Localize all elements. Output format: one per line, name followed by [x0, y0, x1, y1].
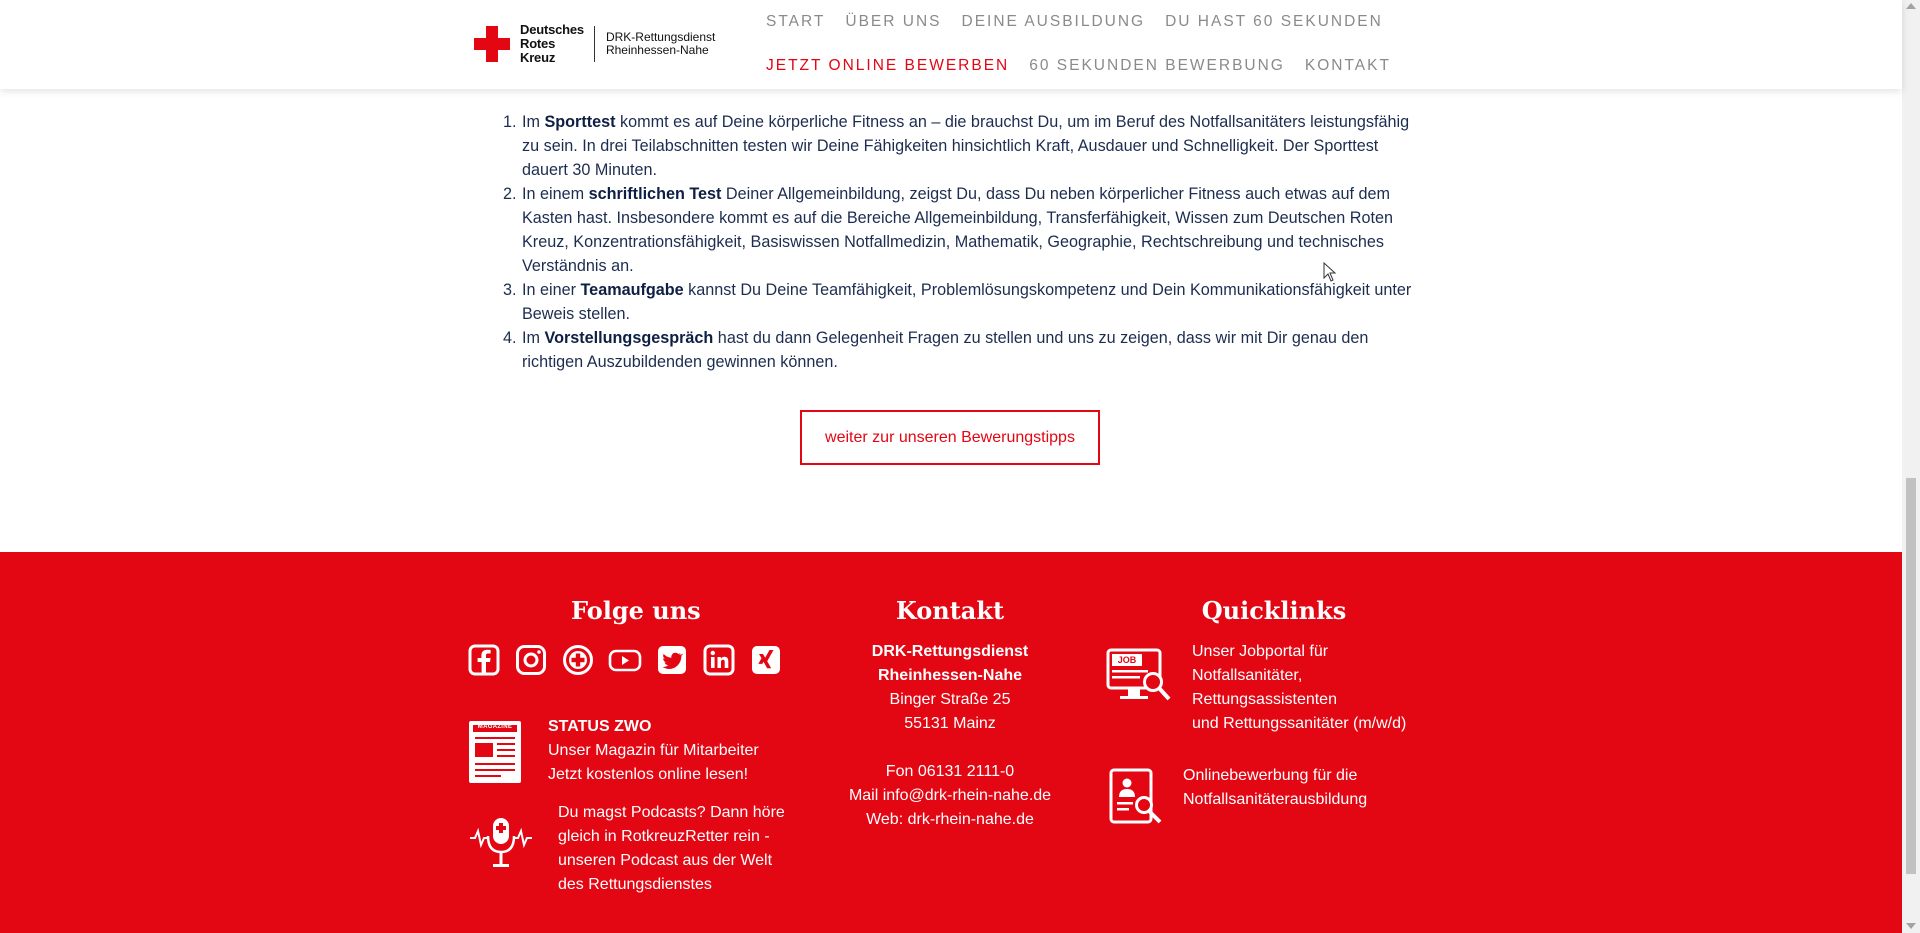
- logo-line: Rotes: [520, 36, 556, 51]
- application-document-icon[interactable]: [1108, 767, 1164, 827]
- logo-line: Kreuz: [520, 50, 556, 65]
- selection-steps: [501, 110, 1423, 374]
- item-text: Im: [522, 329, 545, 347]
- magazine-line[interactable]: Jetzt kostenlos online lesen!: [548, 766, 749, 783]
- site-footer: [0, 552, 1902, 933]
- magazine-icon[interactable]: [467, 719, 523, 785]
- item-bold: schriftlichen Test: [588, 185, 722, 203]
- job-icon-label: JOB: [1117, 655, 1137, 665]
- item-bold: Sporttest: [544, 113, 616, 131]
- red-cross-icon: [474, 26, 510, 62]
- podcast-line[interactable]: Du magst Podcasts? Dann höre: [558, 804, 785, 821]
- instagram-icon[interactable]: [514, 643, 548, 677]
- quicklinks-title: Quicklinks: [1201, 596, 1347, 625]
- nav-row-1: [766, 13, 1403, 31]
- list-item: [521, 278, 1423, 326]
- linkedin-icon[interactable]: [702, 643, 736, 677]
- bewerbungstipps-button[interactable]: weiter zur unseren Bewerungstipps: [800, 410, 1100, 465]
- list-item: [521, 110, 1423, 182]
- contact-city: 55131 Mainz: [904, 715, 996, 732]
- twitter-icon[interactable]: [655, 643, 689, 677]
- scroll-down-arrow-icon[interactable]: [1906, 923, 1916, 929]
- podcast-line[interactable]: gleich in RotkreuzRetter rein -: [558, 828, 770, 845]
- podcast-line[interactable]: unseren Podcast aus der Welt: [558, 852, 773, 869]
- follow-title: Folge uns: [571, 596, 701, 625]
- list-item: [521, 182, 1423, 278]
- job-portal-line[interactable]: Rettungsassistenten: [1192, 691, 1337, 708]
- logo-sub-line: DRK-Rettungsdienst: [605, 30, 716, 44]
- magazine-title[interactable]: STATUS ZWO: [548, 718, 652, 735]
- nav-jetzt-online-bewerben[interactable]: JETZT ONLINE BEWERBEN: [766, 57, 1010, 74]
- site-header: [0, 0, 1902, 89]
- item-text: kommt es auf Deine körperliche Fitness an – die brauchst Du, um im Beruf des Notfallsanitäters leistungsfähig zu sein. In drei Teilabschnitten testen wir Deine Fähigkeiten hinsichtlich Kraft, Ausdauer und Schnelligkeit. Der Sporttest dauert 30 Minuten.: [522, 113, 1410, 179]
- podcast-line[interactable]: des Rettungsdienstes: [558, 876, 712, 893]
- xing-icon[interactable]: [749, 643, 783, 677]
- social-links: [467, 643, 783, 677]
- mouse-cursor-icon: [1323, 262, 1337, 282]
- logo-sub-line: Rheinhessen-Nahe: [605, 43, 709, 57]
- youtube-icon[interactable]: [608, 643, 642, 677]
- list-item: [521, 326, 1423, 374]
- item-text: hast du dann Gelegenheit Fragen zu stellen und uns zu zeigen, dass wir mit Dir genau den richtigen Auszubildenden gewinnen können.: [522, 329, 1369, 371]
- magazine-line: Unser Magazin für Mitarbeiter: [548, 742, 759, 759]
- item-bold: Teamaufgabe: [580, 281, 684, 299]
- online-application-line[interactable]: Onlinebewerbung für die: [1183, 767, 1358, 784]
- job-portal-line[interactable]: Notfallsanitäter,: [1192, 667, 1303, 684]
- item-text: In einer: [522, 281, 581, 299]
- podcast-microphone-icon[interactable]: [469, 816, 533, 872]
- contact-web[interactable]: Web: drk-rhein-nahe.de: [866, 811, 1034, 828]
- item-bold: Vorstellungsgespräch: [544, 329, 714, 347]
- scrollbar-thumb[interactable]: [1906, 478, 1916, 874]
- item-text: kannst Du Deine Teamfähigkeit, Problemlösungskompetenz und Dein Kommunikationsfähigkeit unter Beweis stellen.: [522, 281, 1412, 323]
- magazine-icon-label: MAGAZINE: [477, 724, 513, 730]
- contact-title: Kontakt: [895, 596, 1005, 625]
- item-text: In einem: [522, 185, 589, 203]
- job-search-icon[interactable]: [1106, 648, 1172, 704]
- online-application-line[interactable]: Notfallsanitäterausbildung: [1183, 791, 1368, 808]
- logo-subtitle: [606, 31, 715, 57]
- nav-60-sekunden-bewerbung[interactable]: 60 SEKUNDEN BEWERBUNG: [1029, 57, 1285, 74]
- contact-street: Binger Straße 25: [889, 691, 1011, 708]
- job-portal-line[interactable]: und Rettungssanitäter (m/w/d): [1192, 715, 1407, 732]
- contact-name: Rheinhessen-Nahe: [877, 667, 1023, 684]
- item-text: Deiner Allgemeinbildung, zeigst Du, dass Du neben körperlicher Fitness auch etwas auf dem Kasten hast. Insbesondere kommt es auf die Bereiche Allgemeinbildung, Transferfähigkeit, Wissen zum Deutschen Roten Kreuz, Konzentrationsfähigkeit, Basiswissen Notfallmedizin, Mathematik, Geographie, Rechtschreibung und technisches Verständnis an.: [522, 185, 1393, 275]
- logo-wordmark: [520, 23, 584, 65]
- drk-logo[interactable]: [474, 24, 715, 64]
- nav-start[interactable]: START: [766, 13, 826, 30]
- contact-name: DRK-Rettungsdienst: [871, 643, 1029, 660]
- item-text: Im: [522, 113, 545, 131]
- page-scrollbar[interactable]: [1902, 0, 1920, 933]
- nav-60-sekunden[interactable]: DU HAST 60 SEKUNDEN: [1165, 13, 1383, 30]
- scroll-up-arrow-icon[interactable]: [1906, 3, 1916, 9]
- facebook-icon[interactable]: [467, 643, 501, 677]
- logo-divider: [594, 26, 595, 62]
- nav-deine-ausbildung[interactable]: DEINE AUSBILDUNG: [961, 13, 1146, 30]
- contact-mail[interactable]: Mail info@drk-rhein-nahe.de: [848, 787, 1052, 804]
- steps-list: [501, 110, 1423, 374]
- nav-row-2: [766, 57, 1411, 75]
- nav-ueber-uns[interactable]: ÜBER UNS: [845, 13, 942, 30]
- nav-kontakt[interactable]: KONTAKT: [1304, 57, 1391, 74]
- drk-cross-icon[interactable]: [561, 643, 595, 677]
- logo-line: Deutsches: [520, 22, 584, 37]
- job-portal-line[interactable]: Unser Jobportal für: [1192, 643, 1329, 660]
- contact-phone[interactable]: Fon 06131 2111-0: [885, 763, 1015, 780]
